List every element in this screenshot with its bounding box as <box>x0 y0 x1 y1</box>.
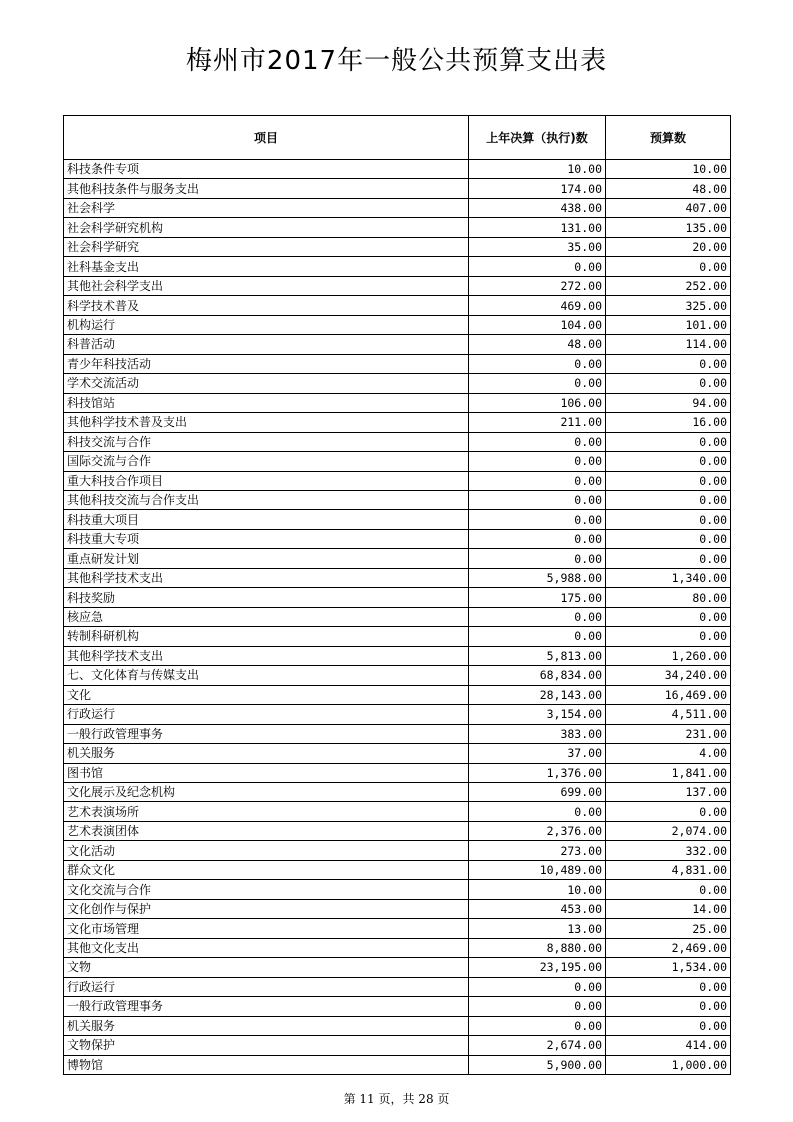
row-prev-year-value: 0.00 <box>469 432 606 451</box>
table-row <box>64 1016 731 1035</box>
table-row <box>64 958 731 977</box>
table-row <box>64 919 731 938</box>
row-budget-value: 4,831.00 <box>606 860 731 879</box>
row-prev-year-value: 13.00 <box>469 919 606 938</box>
row-budget-value: 0.00 <box>606 354 731 373</box>
row-item-name: 一般行政管理事务 <box>64 997 469 1016</box>
row-prev-year-value: 37.00 <box>469 744 606 763</box>
row-item-name: 行政运行 <box>64 705 469 724</box>
row-prev-year-value: 699.00 <box>469 783 606 802</box>
row-budget-value: 0.00 <box>606 529 731 548</box>
page-footer: 第 11 页，共 28 页 <box>343 1092 450 1106</box>
row-budget-value: 252.00 <box>606 276 731 295</box>
row-prev-year-value: 438.00 <box>469 198 606 217</box>
row-item-name: 科普活动 <box>64 335 469 354</box>
row-item-name: 重大科技合作项目 <box>64 471 469 490</box>
row-prev-year-value: 0.00 <box>469 549 606 568</box>
row-budget-value: 1,534.00 <box>606 958 731 977</box>
table-row <box>64 802 731 821</box>
row-prev-year-value: 211.00 <box>469 413 606 432</box>
row-prev-year-value: 0.00 <box>469 471 606 490</box>
row-budget-value: 0.00 <box>606 997 731 1016</box>
header-item: 项目 <box>64 116 469 160</box>
row-item-name: 科技交流与合作 <box>64 432 469 451</box>
row-prev-year-value: 469.00 <box>469 296 606 315</box>
table-row <box>64 724 731 743</box>
row-item-name: 文化市场管理 <box>64 919 469 938</box>
row-prev-year-value: 0.00 <box>469 354 606 373</box>
row-budget-value: 137.00 <box>606 783 731 802</box>
table-row <box>64 783 731 802</box>
table-row <box>64 1036 731 1055</box>
row-item-name: 其他科学技术普及支出 <box>64 413 469 432</box>
table-row <box>64 296 731 315</box>
row-budget-value: 1,841.00 <box>606 763 731 782</box>
row-prev-year-value: 174.00 <box>469 179 606 198</box>
row-item-name: 其他社会科学支出 <box>64 276 469 295</box>
row-budget-value: 0.00 <box>606 471 731 490</box>
row-item-name: 机关服务 <box>64 1016 469 1035</box>
row-prev-year-value: 8,880.00 <box>469 938 606 957</box>
row-prev-year-value: 106.00 <box>469 393 606 412</box>
table-row <box>64 452 731 471</box>
table-row <box>64 899 731 918</box>
row-prev-year-value: 0.00 <box>469 607 606 626</box>
row-item-name: 其他科学技术支出 <box>64 646 469 665</box>
row-item-name: 文物 <box>64 958 469 977</box>
row-item-name: 七、文化体育与传媒支出 <box>64 666 469 685</box>
header-prev-year: 上年决算（执行)数 <box>469 116 606 160</box>
row-budget-value: 48.00 <box>606 179 731 198</box>
table-row <box>64 510 731 529</box>
table-row <box>64 705 731 724</box>
table-header-row <box>64 116 731 160</box>
page-title: 梅州市2017年一般公共预算支出表 <box>185 46 608 76</box>
row-item-name: 科技馆站 <box>64 393 469 412</box>
row-item-name: 科技重大项目 <box>64 510 469 529</box>
table-row <box>64 432 731 451</box>
table-row <box>64 685 731 704</box>
table-row <box>64 490 731 509</box>
row-item-name: 博物馆 <box>64 1055 469 1074</box>
row-prev-year-value: 175.00 <box>469 588 606 607</box>
row-budget-value: 0.00 <box>606 490 731 509</box>
table-row <box>64 315 731 334</box>
row-budget-value: 20.00 <box>606 237 731 256</box>
table-row <box>64 237 731 256</box>
row-budget-value: 16.00 <box>606 413 731 432</box>
row-budget-value: 4,511.00 <box>606 705 731 724</box>
row-prev-year-value: 0.00 <box>469 627 606 646</box>
row-prev-year-value: 0.00 <box>469 1016 606 1035</box>
row-budget-value: 0.00 <box>606 549 731 568</box>
row-budget-value: 114.00 <box>606 335 731 354</box>
row-budget-value: 0.00 <box>606 432 731 451</box>
row-item-name: 国际交流与合作 <box>64 452 469 471</box>
row-budget-value: 0.00 <box>606 374 731 393</box>
table-row <box>64 413 731 432</box>
row-item-name: 其他科技条件与服务支出 <box>64 179 469 198</box>
row-budget-value: 14.00 <box>606 899 731 918</box>
row-item-name: 社科基金支出 <box>64 257 469 276</box>
table-row <box>64 568 731 587</box>
row-prev-year-value: 35.00 <box>469 237 606 256</box>
row-item-name: 转制科研机构 <box>64 627 469 646</box>
row-budget-value: 0.00 <box>606 257 731 276</box>
table-row <box>64 549 731 568</box>
table-row <box>64 529 731 548</box>
table-row <box>64 977 731 996</box>
row-item-name: 文物保护 <box>64 1036 469 1055</box>
row-item-name: 科技条件专项 <box>64 160 469 179</box>
row-prev-year-value: 273.00 <box>469 841 606 860</box>
row-item-name: 机关服务 <box>64 744 469 763</box>
row-item-name: 核应急 <box>64 607 469 626</box>
row-budget-value: 10.00 <box>606 160 731 179</box>
row-prev-year-value: 10.00 <box>469 880 606 899</box>
table-row <box>64 335 731 354</box>
row-budget-value: 101.00 <box>606 315 731 334</box>
table-row <box>64 938 731 957</box>
row-item-name: 一般行政管理事务 <box>64 724 469 743</box>
row-item-name: 社会科学研究 <box>64 237 469 256</box>
row-item-name: 文化 <box>64 685 469 704</box>
row-budget-value: 0.00 <box>606 510 731 529</box>
row-budget-value: 0.00 <box>606 802 731 821</box>
table-row <box>64 179 731 198</box>
row-prev-year-value: 68,834.00 <box>469 666 606 685</box>
row-prev-year-value: 5,900.00 <box>469 1055 606 1074</box>
row-prev-year-value: 0.00 <box>469 529 606 548</box>
table-row <box>64 1055 731 1074</box>
row-budget-value: 2,469.00 <box>606 938 731 957</box>
table-row <box>64 471 731 490</box>
row-budget-value: 407.00 <box>606 198 731 217</box>
row-prev-year-value: 0.00 <box>469 452 606 471</box>
row-prev-year-value: 0.00 <box>469 802 606 821</box>
table-row <box>64 393 731 412</box>
row-budget-value: 231.00 <box>606 724 731 743</box>
row-prev-year-value: 10.00 <box>469 160 606 179</box>
row-budget-value: 4.00 <box>606 744 731 763</box>
row-item-name: 文化活动 <box>64 841 469 860</box>
row-item-name: 图书馆 <box>64 763 469 782</box>
table-row <box>64 763 731 782</box>
row-budget-value: 1,340.00 <box>606 568 731 587</box>
row-budget-value: 332.00 <box>606 841 731 860</box>
row-item-name: 机构运行 <box>64 315 469 334</box>
row-item-name: 社会科学研究机构 <box>64 218 469 237</box>
table-row <box>64 666 731 685</box>
row-item-name: 重点研发计划 <box>64 549 469 568</box>
row-item-name: 群众文化 <box>64 860 469 879</box>
row-prev-year-value: 3,154.00 <box>469 705 606 724</box>
table-row <box>64 198 731 217</box>
row-item-name: 艺术表演团体 <box>64 821 469 840</box>
row-prev-year-value: 0.00 <box>469 374 606 393</box>
table-row <box>64 257 731 276</box>
row-prev-year-value: 383.00 <box>469 724 606 743</box>
row-budget-value: 0.00 <box>606 607 731 626</box>
row-item-name: 其他科学技术支出 <box>64 568 469 587</box>
row-item-name: 文化交流与合作 <box>64 880 469 899</box>
row-prev-year-value: 104.00 <box>469 315 606 334</box>
row-prev-year-value: 0.00 <box>469 997 606 1016</box>
table-row <box>64 588 731 607</box>
row-prev-year-value: 131.00 <box>469 218 606 237</box>
row-prev-year-value: 10,489.00 <box>469 860 606 879</box>
row-budget-value: 0.00 <box>606 627 731 646</box>
table-row <box>64 354 731 373</box>
row-prev-year-value: 5,813.00 <box>469 646 606 665</box>
row-budget-value: 0.00 <box>606 977 731 996</box>
row-budget-value: 25.00 <box>606 919 731 938</box>
table-row <box>64 646 731 665</box>
table-row <box>64 860 731 879</box>
row-prev-year-value: 5,988.00 <box>469 568 606 587</box>
row-prev-year-value: 272.00 <box>469 276 606 295</box>
row-item-name: 青少年科技活动 <box>64 354 469 373</box>
table-row <box>64 627 731 646</box>
row-budget-value: 325.00 <box>606 296 731 315</box>
row-item-name: 科技奖励 <box>64 588 469 607</box>
row-item-name: 科技重大专项 <box>64 529 469 548</box>
row-prev-year-value: 23,195.00 <box>469 958 606 977</box>
row-budget-value: 80.00 <box>606 588 731 607</box>
header-budget: 预算数 <box>606 116 731 160</box>
row-prev-year-value: 1,376.00 <box>469 763 606 782</box>
table-row <box>64 821 731 840</box>
row-budget-value: 414.00 <box>606 1036 731 1055</box>
row-prev-year-value: 453.00 <box>469 899 606 918</box>
row-prev-year-value: 0.00 <box>469 510 606 529</box>
row-budget-value: 0.00 <box>606 452 731 471</box>
row-item-name: 其他文化支出 <box>64 938 469 957</box>
row-prev-year-value: 28,143.00 <box>469 685 606 704</box>
table-row <box>64 997 731 1016</box>
row-budget-value: 135.00 <box>606 218 731 237</box>
budget-table <box>63 115 731 1075</box>
row-prev-year-value: 0.00 <box>469 977 606 996</box>
row-item-name: 其他科技交流与合作支出 <box>64 490 469 509</box>
row-budget-value: 0.00 <box>606 1016 731 1035</box>
row-budget-value: 16,469.00 <box>606 685 731 704</box>
table-row <box>64 218 731 237</box>
table-row <box>64 880 731 899</box>
row-item-name: 文化展示及纪念机构 <box>64 783 469 802</box>
row-prev-year-value: 2,674.00 <box>469 1036 606 1055</box>
row-item-name: 艺术表演场所 <box>64 802 469 821</box>
row-budget-value: 0.00 <box>606 880 731 899</box>
table-row <box>64 276 731 295</box>
table-row <box>64 744 731 763</box>
row-item-name: 科学技术普及 <box>64 296 469 315</box>
row-budget-value: 34,240.00 <box>606 666 731 685</box>
table-row <box>64 374 731 393</box>
row-prev-year-value: 48.00 <box>469 335 606 354</box>
row-item-name: 文化创作与保护 <box>64 899 469 918</box>
table-row <box>64 607 731 626</box>
table-row <box>64 160 731 179</box>
row-prev-year-value: 0.00 <box>469 257 606 276</box>
row-item-name: 学术交流活动 <box>64 374 469 393</box>
row-budget-value: 94.00 <box>606 393 731 412</box>
row-budget-value: 1,000.00 <box>606 1055 731 1074</box>
row-prev-year-value: 2,376.00 <box>469 821 606 840</box>
row-budget-value: 2,074.00 <box>606 821 731 840</box>
table-row <box>64 841 731 860</box>
row-item-name: 行政运行 <box>64 977 469 996</box>
row-budget-value: 1,260.00 <box>606 646 731 665</box>
row-prev-year-value: 0.00 <box>469 490 606 509</box>
row-item-name: 社会科学 <box>64 198 469 217</box>
